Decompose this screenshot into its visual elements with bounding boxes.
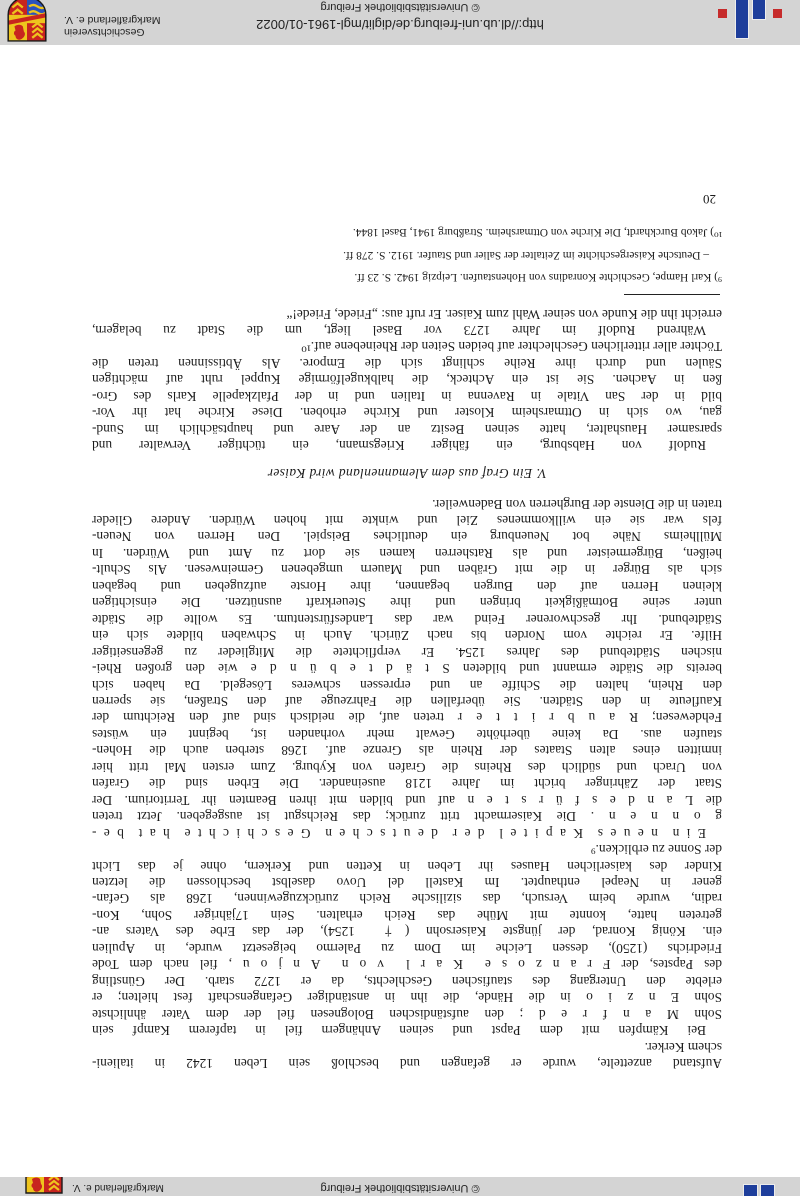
body-line: Bei Kämpfen mit dem Papst und seinen Anhängern fiel in tapferem Kampf sein: [92, 1023, 706, 1039]
copyright-text: © Universitätsbibliothek Freiburg: [320, 1, 480, 13]
document-url: http://dl.ub.uni-freiburg.de/diglit/mgl-1961-01/0022: [256, 17, 544, 32]
body-line: gener in Neapel enthauptet. Im Kastell del Uovo daselbst beschlossen die letzten: [92, 875, 722, 891]
body-line: erlebte den Untergang des staufischen Geschlechts, da er 1272 starb. Der Günstling: [92, 973, 722, 989]
association-line2: Markgräflerland e. V.: [64, 14, 161, 26]
body-line: die L a n d e s f ü r s t e n auf und bilden mit ihren Beamten ihr Territorium. Der: [92, 792, 722, 808]
body-line: schem Kerker.: [644, 1039, 722, 1055]
copyright-text: © Universitätsbibliothek Freiburg: [320, 1182, 480, 1194]
body-line: Städtebund. Ihr geschworener Feind war das Landesfürstentum. Es wollte die Städte: [92, 611, 722, 627]
body-line: Sohn E n z i o in die Hände, die ihn in anständiger Gefangenschaft fest hielten; er: [92, 990, 722, 1006]
footnote-line: ⁹) Karl Hampe, Geschichte Konradins von Hohenstaufen. Leipzig 1942. S. 23 ff.: [354, 271, 722, 284]
body-line: nischen Städtebund des Jahres 1254. Er verpflichtete die Mitglieder zu gegenseitiger: [92, 644, 722, 660]
body-line: radin, wurde beim Versuch, das sizilische Reich zurückzugewinnen, 1268 als Gefan-: [92, 891, 722, 907]
body-line: ßen in Aachen. Sie ist ein Achteck, die halbkugelförmige Kuppel ruht auf mächtigen: [92, 372, 722, 388]
body-line: gau, wo sich in Ottmarsheim Kloster und Kirche erhoben. Diese Kirche hat ihr Vor-: [92, 405, 722, 421]
body-text-lower: [92, 305, 722, 453]
body-line: E i n n e u e s K a p i t e l d e r d e u t s c h e n G e s c h i c h t e h a t b e -: [92, 825, 706, 841]
coat-of-arms-icon: [6, 0, 48, 42]
body-line: Hilfe. Er reichte vom Norden bis nach Zürich. Auch in Schwaben bildete sich ein: [92, 628, 722, 644]
body-line: des Papstes, der F r a n z o s e K a r l v o n A n j o u , fiel nach dem Tode: [92, 957, 722, 973]
body-line: ein. König Konrad, der jüngste Kaisersohn († 1254), der das Erbe des Vaters an-: [92, 924, 722, 940]
footnote-line: – Deutsche Kaisergeschichte im Zeitalter der Salier und Staufer. 1912. S. 278 ff.: [343, 248, 709, 261]
chapter-heading: V. Ein Graf aus dem Alemannenland wird Kaiser: [267, 466, 547, 482]
body-line: erreicht ihn die Kunde von seiner Wahl zum Kaiser. Er ruft aus: „Friede, Friede!“: [286, 306, 722, 322]
watermark-banner: [0, 0, 800, 45]
body-line: Kaufleute in den Städten. Sie überfallen die Fahrzeuge auf den Straßen, sie sperren: [92, 694, 722, 710]
scanned-page: [0, 45, 800, 1177]
page-number: 20: [703, 191, 716, 207]
text-column: [92, 191, 722, 1177]
body-line: Staat der Zähringer bricht im Jahre 1218 auseinander. Die Erben sind die Grafen: [92, 776, 722, 792]
body-line: Müllheims Nähe bot Neuenburg ein deutliches Beispiel. Den Herren von Neuen-: [92, 529, 722, 545]
body-line: Säulen und durch ihre Reihe schlingt sich die Empore. Als Äbtissinnen treten die: [92, 355, 722, 371]
association-name: [64, 14, 161, 38]
body-line: Friedrichs (1250), dessen Leiche im Dom zu Palermo beigesetzt wurde, in Apulien: [92, 940, 722, 956]
body-line: unter seine Botmäßigkeit bringen und ihre Steuerkraft ausnützen. Die einsichtigen: [92, 595, 722, 611]
watermark-banner-partial: [0, 1177, 800, 1196]
body-line: der Sonne zu erblicken.⁹: [590, 842, 722, 858]
body-line: traten in die Dienste der Burgherren von Badenweiler.: [432, 496, 722, 512]
body-line: bild in der San Vitale in Ravenna in Italien und in der Pfalzkapelle Karls des Gro-: [92, 388, 722, 404]
body-line: Rudolf von Habsburg, ein fähiger Kriegsmann, ein tüchtiger Verwalter und: [92, 438, 706, 454]
body-line: Während Rudolf im Jahre 1273 vor Basel liegt, um die Stadt zu belagern,: [92, 322, 706, 338]
body-line: sparsamer Haushalter, hatte seinen Besitz an der Aare und hauptsächlich im Sund-: [92, 421, 722, 437]
body-line: fels war sie ein willkommenes Ziel und winkte mit hohen Würden. Andere Glieder: [92, 513, 722, 529]
body-line: Sohn M a n f r e d ; den aufständischen Bolognesen fiel der dem Vater ähnlichste: [92, 1006, 722, 1022]
coat-of-arms-icon: [24, 1177, 64, 1194]
body-line: g o n n e n . Die Kaisermacht tritt zurück; das Reichsgut ist ausgegeben. Jetzt treten: [92, 809, 722, 825]
body-line: kleinen Herren auf den Burgen begannen, ihre Horste aufzugeben und begaben: [92, 578, 722, 594]
footnote-line: ¹⁰) Jakob Burckhardt, Die Kirche von Ottmarsheim. Straßburg 1941, Basel 1844.: [352, 226, 722, 239]
body-line: heißen, Bürgermeister und als Ratsherren kamen sie dort zu Amt und Würden. In: [92, 545, 722, 561]
body-line: staufen aus. Da keine überhöhte Gewalt mehr vorhanden ist, beginnt ein wüstes: [92, 726, 722, 742]
body-line: Fehdewesen; R a u b r i t t e r treten auf, die neidisch sind auf den Reichtum der: [92, 710, 722, 726]
association-line1: Geschichtsverein: [64, 26, 145, 38]
association-name: Markgräflerland e. V.: [72, 1182, 164, 1193]
body-text-upper: [92, 495, 722, 1071]
footnotes: [92, 221, 722, 289]
body-line: getreten hatte, konnte mit Mühe das Reich erhalten. Sein 17jähriger Sohn, Kon-: [92, 907, 722, 923]
body-line: den Rhein, halten die Schiffe an und erpressen schweres Lösegeld. Da haben sich: [92, 677, 722, 693]
body-line: inmitten eines alten Staates der Rhein als Grenze auf. 1268 sterben auch die Hohen-: [92, 743, 722, 759]
body-line: von Urach und südlich des Rheins die Grafen von Kyburg. Zum ersten Mal tritt hier: [92, 759, 722, 775]
body-line: Kinder des kaiserlichen Hauses ihr Leben in Ketten und Kerkern, ohne je das Licht: [92, 858, 722, 874]
body-line: Töchter aller ritterlichen Geschlechter auf beiden Seiten der Rheinebene auf.¹⁰: [301, 339, 722, 355]
body-line: sich als Bürger in die mit Gräben und Mauern umgebenen Gemeinwesen. Als Schult-: [92, 562, 722, 578]
body-line: bereits die Städte ermannt und bildeten S t ä d t e b ü n d e wie den großen Rhei-: [92, 661, 722, 677]
body-line: Aufstand anzettelte, wurde er gefangen und beschloß sein Leben 1242 in italieni-: [92, 1056, 722, 1071]
footnote-separator: [624, 294, 720, 295]
